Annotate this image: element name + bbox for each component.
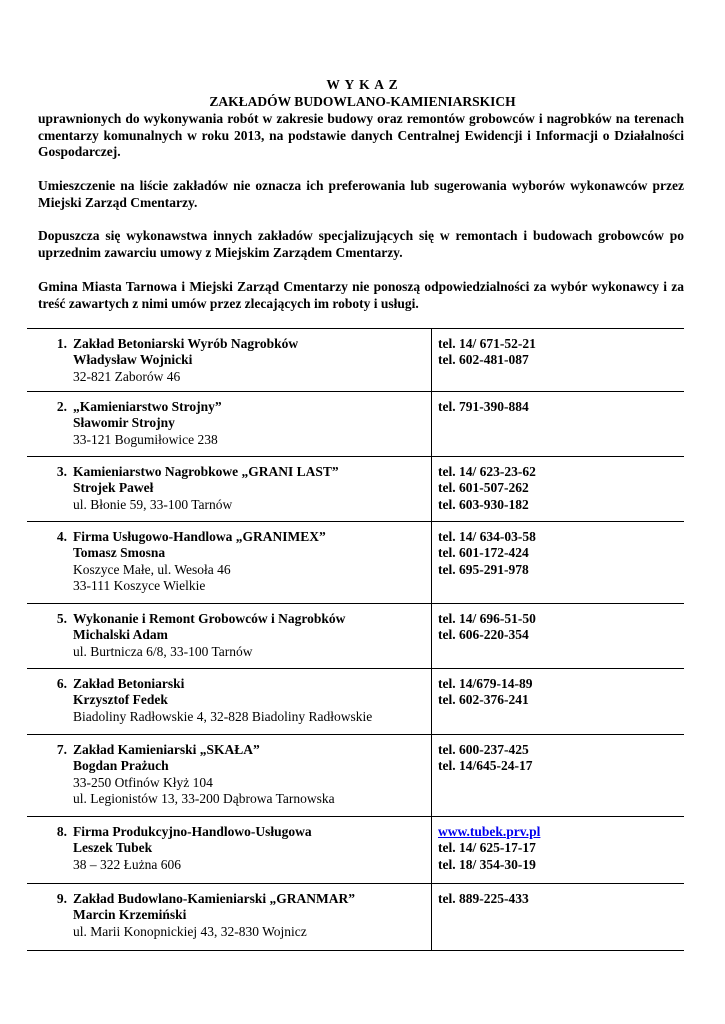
firm-name: Firma Usługowo-Handlowa „GRANIMEX” bbox=[73, 529, 326, 544]
firm-contacts bbox=[438, 329, 684, 369]
firm-number: 2. bbox=[56, 399, 67, 414]
firm-row bbox=[27, 669, 684, 735]
firm-info-cell bbox=[27, 669, 432, 735]
firm-address: ul. Marii Konopnickiej 43, 32-830 Wojnicz bbox=[73, 923, 307, 939]
firm-entry bbox=[27, 392, 431, 448]
firm-contact-cell bbox=[432, 884, 685, 951]
firm-row bbox=[27, 604, 684, 669]
firm-owner: Krzysztof Fedek bbox=[73, 692, 168, 708]
firm-contacts bbox=[438, 604, 684, 644]
firm-phone: tel. 602-376-241 bbox=[438, 692, 529, 708]
firm-address: 38 – 322 Łużna 606 bbox=[73, 856, 181, 872]
firm-contacts bbox=[438, 884, 684, 907]
liability-paragraph: Gmina Miasta Tarnowa i Miejski Zarząd Cmentarzy nie ponoszą odpowiedzialności za wybór wykonawcy i za treść zawartych z nimi umów przez zlecających im roboty i usługi. bbox=[38, 279, 684, 311]
firm-phone: tel. 14/ 623-23-62 bbox=[438, 464, 536, 479]
firm-info-cell bbox=[27, 604, 432, 669]
firm-details bbox=[73, 891, 431, 940]
firm-phone: tel. 14/645-24-17 bbox=[438, 758, 533, 774]
firm-info-cell bbox=[27, 329, 432, 392]
firm-entry bbox=[27, 522, 431, 595]
firm-address: Koszyce Małe, ul. Wesoła 46 bbox=[73, 561, 231, 577]
firm-details bbox=[73, 611, 431, 660]
firm-number: 7. bbox=[56, 742, 67, 757]
firm-details bbox=[73, 529, 431, 595]
firm-number: 8. bbox=[56, 824, 67, 839]
firm-info-cell bbox=[27, 735, 432, 817]
firm-contact-cell bbox=[432, 735, 685, 817]
firm-address: 32-821 Zaborów 46 bbox=[73, 368, 181, 384]
firm-phone: tel. 602-481-087 bbox=[438, 352, 529, 368]
firm-owner: Tomasz Smosna bbox=[73, 545, 166, 561]
firm-name: Wykonanie i Remont Grobowców i Nagrobków bbox=[73, 611, 346, 626]
firm-row bbox=[27, 522, 684, 604]
firm-address: 33-250 Otfinów Kłyż 104 bbox=[73, 774, 213, 790]
firm-details bbox=[73, 464, 431, 513]
firm-phone: tel. 603-930-182 bbox=[438, 496, 529, 512]
firm-entry bbox=[27, 669, 431, 725]
firm-entry bbox=[27, 604, 431, 660]
firm-info-cell bbox=[27, 817, 432, 884]
firm-name: Zakład Betoniarski Wyrób Nagrobków bbox=[73, 336, 299, 351]
firm-info-cell bbox=[27, 884, 432, 951]
firm-owner: Bogdan Prażuch bbox=[73, 758, 169, 774]
firm-owner: Michalski Adam bbox=[73, 627, 168, 643]
firm-owner: Władysław Wojnicki bbox=[73, 352, 193, 368]
intro-paragraph: uprawnionych do wykonywania robót w zakresie budowy oraz remontów grobowców i nagrobków na terenach cmentarzy komunalnych w roku 2013, na podstawie danych Centralnej Ewidencji i Informacji o Działalności Gospodarczej. bbox=[38, 111, 684, 160]
firm-contacts bbox=[438, 735, 684, 775]
firm-contacts bbox=[438, 817, 684, 873]
firm-name: Firma Produkcyjno-Handlowo-Usługowa bbox=[73, 824, 312, 839]
firm-address: 33-121 Bogumiłowice 238 bbox=[73, 431, 218, 447]
firm-entry bbox=[27, 329, 431, 385]
firm-address: ul. Błonie 59, 33-100 Tarnów bbox=[73, 496, 233, 512]
firm-contacts bbox=[438, 457, 684, 513]
firm-contact-cell bbox=[432, 329, 685, 392]
firm-details bbox=[73, 676, 431, 725]
firm-phone: tel. 695-291-978 bbox=[438, 561, 529, 577]
firm-phone: tel. 14/ 625-17-17 bbox=[438, 840, 536, 856]
firm-number: 4. bbox=[56, 529, 67, 544]
firm-name: „Kamieniarstwo Strojny” bbox=[73, 399, 222, 414]
document-subtitle: ZAKŁADÓW BUDOWLANO-KAMIENIARSKICH bbox=[209, 94, 516, 109]
firm-contact-cell bbox=[432, 604, 685, 669]
firm-owner: Leszek Tubek bbox=[73, 840, 153, 856]
disclaimer-paragraph: Umieszczenie na liście zakładów nie oznacza ich preferowania lub sugerowania wyborów wykonawców przez Miejski Zarząd Cmentarzy. bbox=[38, 178, 684, 210]
document-title: W Y K A Z bbox=[326, 77, 399, 92]
firm-contacts bbox=[438, 392, 684, 415]
firm-number: 6. bbox=[56, 676, 67, 691]
firm-name: Zakład Kamieniarski „SKAŁA” bbox=[73, 742, 260, 757]
firm-phone: tel. 18/ 354-30-19 bbox=[438, 856, 536, 872]
firms-table-body bbox=[27, 329, 684, 951]
firm-owner: Marcin Krzemiński bbox=[73, 907, 187, 923]
firm-phone: tel. 14/ 696-51-50 bbox=[438, 611, 536, 626]
firm-row bbox=[27, 735, 684, 817]
firm-address: Biadoliny Radłowskie 4, 32-828 Biadoliny Radłowskie bbox=[73, 708, 373, 724]
firm-info-cell bbox=[27, 392, 432, 457]
firm-phone: tel. 601-507-262 bbox=[438, 480, 529, 496]
firm-owner: Strojek Paweł bbox=[73, 480, 154, 496]
firm-contact-cell bbox=[432, 457, 685, 522]
firm-row bbox=[27, 884, 684, 951]
firm-phone: tel. 606-220-354 bbox=[438, 627, 529, 643]
firm-number: 9. bbox=[56, 891, 67, 906]
firm-name: Zakład Budowlano-Kamieniarski „GRANMAR” bbox=[73, 891, 356, 906]
firm-website-link[interactable]: www.tubek.prv.pl bbox=[438, 824, 541, 839]
firm-phone: tel. 14/ 634-03-58 bbox=[438, 529, 536, 544]
firm-phone: tel. 14/679-14-89 bbox=[438, 676, 533, 691]
firm-details bbox=[73, 824, 431, 873]
firm-row bbox=[27, 392, 684, 457]
firm-entry bbox=[27, 817, 431, 873]
firm-address: 33-111 Koszyce Wielkie bbox=[73, 578, 206, 594]
firm-number: 5. bbox=[56, 611, 67, 626]
firm-contact-cell bbox=[432, 669, 685, 735]
firm-phone: tel. 14/ 671-52-21 bbox=[438, 336, 536, 351]
firm-owner: Sławomir Strojny bbox=[73, 415, 175, 431]
firm-phone: tel. 601-172-424 bbox=[438, 545, 529, 561]
firm-address: ul. Burtnicza 6/8, 33-100 Tarnów bbox=[73, 643, 253, 659]
firm-details bbox=[73, 336, 431, 385]
firm-phone: tel. 600-237-425 bbox=[438, 742, 529, 757]
firm-contact-cell bbox=[432, 817, 685, 884]
firm-entry bbox=[27, 457, 431, 513]
firm-row bbox=[27, 329, 684, 392]
firm-details bbox=[73, 742, 431, 808]
firm-info-cell bbox=[27, 457, 432, 522]
firm-contact-cell bbox=[432, 392, 685, 457]
permission-paragraph: Dopuszcza się wykonawstwa innych zakładów specjalizujących się w remontach i budowach grobowców po uprzednim zawarciu umowy z Miejskim Zarządem Cmentarzy. bbox=[38, 228, 684, 260]
firm-entry bbox=[27, 735, 431, 808]
firm-number: 3. bbox=[56, 464, 67, 479]
firm-phone: tel. 791-390-884 bbox=[438, 399, 529, 414]
firms-table bbox=[27, 328, 684, 951]
firm-phone: tel. 889-225-433 bbox=[438, 891, 529, 906]
firm-entry bbox=[27, 884, 431, 940]
firm-name: Zakład Betoniarski bbox=[73, 676, 185, 691]
firm-name: Kamieniarstwo Nagrobkowe „GRANI LAST” bbox=[73, 464, 339, 479]
firm-info-cell bbox=[27, 522, 432, 604]
firm-contacts bbox=[438, 522, 684, 578]
firm-address: ul. Legionistów 13, 33-200 Dąbrowa Tarnowska bbox=[73, 791, 335, 807]
firm-contacts bbox=[438, 669, 684, 709]
firm-row bbox=[27, 457, 684, 522]
firm-contact-cell bbox=[432, 522, 685, 604]
firm-details bbox=[73, 399, 431, 448]
firm-number: 1. bbox=[56, 336, 67, 351]
firm-row bbox=[27, 817, 684, 884]
